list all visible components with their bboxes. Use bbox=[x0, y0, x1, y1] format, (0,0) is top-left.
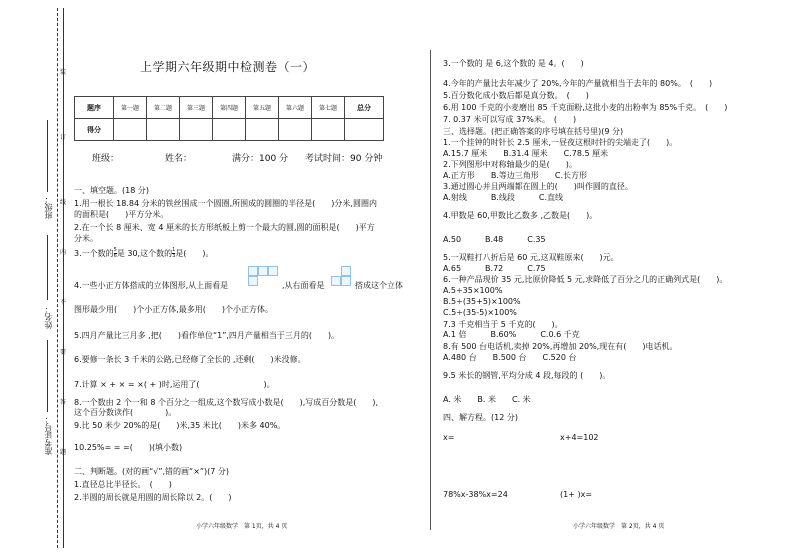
choice-8-options: A.480 台 B.500 台 C.520 台 bbox=[443, 353, 577, 362]
margin-class-label: 班级： bbox=[44, 195, 53, 219]
score-header-cell: 第三题 bbox=[180, 97, 213, 119]
judge-2: 2.半圆的周长就是用圆的周长除以 2。( ) bbox=[74, 493, 232, 502]
judge-1: 1.直径总比半径长。 ( ) bbox=[74, 480, 172, 489]
score-cell[interactable] bbox=[213, 119, 246, 141]
cut-mark: 线 bbox=[60, 199, 67, 206]
choice-6: 6.一种产品现价 35 元,比原价降低 5 元,求降低了百分之几的正确列式是( )。 bbox=[443, 275, 728, 284]
question-7: 7.计算 × + × = ×( + )时,运用了( )。 bbox=[74, 380, 275, 389]
score-row-label: 得分 bbox=[75, 119, 114, 141]
choice-5-options: A.65 B.72 C.75 bbox=[443, 264, 546, 273]
cut-mark: 订 bbox=[60, 134, 67, 141]
page-footer-1: 小学六年级数学 第 1页，共 4 页 bbox=[196, 523, 288, 530]
info-name: 姓名： bbox=[165, 154, 193, 164]
column-separator bbox=[430, 50, 431, 530]
question-5: 5.四月产量比三月多 ,把( )看作单位“1”,四月产量相当于三月的( )。 bbox=[74, 331, 340, 340]
binding-solid-line bbox=[63, 8, 64, 548]
fraction-numerator: 5 bbox=[113, 247, 117, 253]
question-2a: 2.在一个长 8 厘米、宽 4 厘米的长方形纸板上剪一个最大的圆,圆的面积是( )平方 bbox=[74, 223, 375, 232]
judge-3: 3.一个数的 是 6,这个数的 是 4。( ) bbox=[443, 59, 584, 68]
score-header-cell: 第二题 bbox=[147, 97, 180, 119]
score-table bbox=[74, 96, 384, 141]
choice-6-option-c: C.5÷(35-5)×100% bbox=[443, 308, 517, 317]
cut-mark: 内 bbox=[60, 249, 67, 256]
score-row bbox=[75, 119, 384, 141]
fraction-numerator: 1 bbox=[172, 247, 176, 253]
judge-6: 6.用 100 千克的小麦磨出 85 千克面粉,这批小麦的出粉率为 85%千克。 ( ) bbox=[443, 103, 728, 112]
info-full-score: 满分：100 分 bbox=[232, 154, 289, 164]
choice-3: 3.通过圆心并且两端都在圆上的( )叫作圆的直径。 bbox=[443, 182, 633, 191]
cut-mark: 装 bbox=[60, 69, 67, 76]
choice-5: 5.一双鞋打八折后是 60 元,这双鞋原来( )元。 bbox=[443, 253, 619, 262]
choice-3-options: A.射线 B.线段 C.直线 bbox=[443, 193, 564, 202]
cube-square bbox=[331, 276, 341, 286]
q3-text-c: 是( )。 bbox=[175, 249, 214, 258]
choice-2: 2.下列图形中对称轴最少的是( )。 bbox=[443, 160, 577, 169]
score-header-cell: 第四题 bbox=[213, 97, 246, 119]
score-cell[interactable] bbox=[279, 119, 312, 141]
choice-9: 9.5 米长的钢管,平均分成 4 段,每段的 ( )。 bbox=[443, 371, 611, 380]
question-1a: 1.用一根长 18.84 分米的铁丝围成一个圆圈,所围成的圆圈的半径是( )分米,圆圈内 bbox=[74, 199, 377, 208]
question-6: 6.要修一条长 3 千米的公路,已经修了全长的 ,还剩( )米没修。 bbox=[74, 355, 306, 364]
score-cell[interactable] bbox=[246, 119, 279, 141]
q4-text-mid: ,从右面看是 bbox=[282, 281, 325, 290]
choice-7-options: A.1 倍 B.60% C.0.6 千克 bbox=[443, 330, 580, 339]
exam-title: 上学期六年级期中检测卷（一） bbox=[140, 60, 316, 74]
question-4b: 图形最少用( )个小正方体,最多用( )个小正方体。 bbox=[74, 305, 274, 314]
cut-mark: 题 bbox=[60, 449, 67, 456]
score-header-cell: 题序 bbox=[75, 97, 114, 119]
binding-dashed-line bbox=[57, 8, 58, 548]
equation-1: x= bbox=[443, 433, 455, 442]
q3-text-b: 是 30,这个数的 bbox=[116, 249, 173, 258]
margin-name-label: 姓名： bbox=[44, 305, 53, 329]
question-4a bbox=[74, 281, 228, 291]
score-header-cell: 第六题 bbox=[279, 97, 312, 119]
equation-3: 78%x-38%x=24 bbox=[443, 490, 508, 499]
judge-4: 4.今年的产量比去年减少了 20%,今年的产量就相当于去年的 80%。 ( ) bbox=[443, 79, 713, 88]
section-equations: 四、解方程。(12 分) bbox=[443, 413, 518, 422]
score-header-cell: 总分 bbox=[345, 97, 384, 119]
score-cell[interactable] bbox=[147, 119, 180, 141]
margin-name-blank bbox=[47, 235, 48, 300]
equation-2: x+4=102 bbox=[560, 433, 599, 442]
judge-7: 7. 0.37 米可以写成 37%米。 ( ) bbox=[443, 115, 577, 124]
fraction-denominator: 3 bbox=[172, 253, 176, 259]
choice-1: 1.一个挂钟的时针长 2.5 厘米,一昼夜这根时针的尖端走了( )。 bbox=[443, 138, 678, 147]
cut-mark: 要 bbox=[60, 349, 67, 356]
cube-square bbox=[268, 266, 278, 276]
cube-square bbox=[341, 276, 351, 286]
section-fill-blank: 一、填空题。(18 分) bbox=[74, 186, 149, 195]
score-cell[interactable] bbox=[180, 119, 213, 141]
cube-square bbox=[248, 276, 258, 286]
choice-7: 7.3 千克相当于 5 千克的( )。 bbox=[443, 320, 563, 329]
q4-text-a: 4.一些小正方体搭成的立体图形,从上面看是 bbox=[74, 281, 229, 290]
question-3 bbox=[74, 248, 214, 259]
choice-8: 8.有 500 台电话机,卖掉 20%,再增加 20%,现在有( )电话机。 bbox=[443, 342, 678, 351]
question-10: 10.25%= = =( )(填小数) bbox=[74, 443, 183, 452]
question-2b: 分米。 bbox=[74, 234, 98, 243]
choice-6-option-a: A.5÷35×100% bbox=[443, 286, 503, 295]
section-choice: 三、选择题。(把正确答案的序号填在括号里)(9 分) bbox=[443, 127, 624, 136]
margin-ticket-blank bbox=[47, 340, 48, 412]
cube-square bbox=[248, 266, 258, 276]
choice-1-options: A.15.7 厘米 B.31.4 厘米 C.78.5 厘米 bbox=[443, 149, 609, 158]
question-8b: 这个百分数读作( )。 bbox=[74, 408, 177, 417]
margin-class-blank bbox=[47, 120, 48, 192]
score-header-row bbox=[75, 97, 384, 119]
choice-4: 4.甲数是 60,甲数比乙数多 ,乙数是( )。 bbox=[443, 211, 598, 220]
info-time: 考试时间：90 分钟 bbox=[305, 154, 383, 164]
cube-square bbox=[258, 266, 268, 276]
score-header-cell: 第一题 bbox=[114, 97, 147, 119]
cut-mark: 不 bbox=[60, 299, 67, 306]
question-8a: 8.一个数由 2 个一和 8 个百分之一组成,这个数写成小数是( ),写成百分数是( ), bbox=[74, 398, 379, 407]
equation-4: (1+ )x= bbox=[560, 490, 593, 499]
choice-9-options: A. 米 B. 米 C. 米 bbox=[443, 395, 531, 404]
margin-ticket-label: 准考证号： bbox=[44, 415, 53, 455]
question-1b: 的面积是( )平方分米。 bbox=[74, 210, 169, 219]
cube-square bbox=[341, 266, 351, 276]
judge-5: 5.百分数化成小数后都是真分数。 ( ) bbox=[443, 91, 589, 100]
fraction-denominator: 6 bbox=[113, 253, 117, 259]
page-footer-2: 小学六年级数学 第 2页，共 4 页 bbox=[573, 523, 665, 530]
q4-text-post: 搭成这个立体 bbox=[355, 281, 403, 290]
choice-4-options: A.50 B.48 C.35 bbox=[443, 235, 546, 244]
section-true-false: 二、判断题。(对的画“√”,错的画“×”)(7 分) bbox=[74, 467, 230, 476]
q3-text-a: 3.一个数的 bbox=[74, 249, 114, 258]
score-cell[interactable] bbox=[345, 119, 384, 141]
score-header-cell: 第七题 bbox=[312, 97, 345, 119]
choice-2-options: A.正方形 B.等边三角形 C.长方形 bbox=[443, 171, 588, 180]
score-header-cell: 第五题 bbox=[246, 97, 279, 119]
score-cell[interactable] bbox=[114, 119, 147, 141]
choice-6-option-b: B.5÷(35+5)×100% bbox=[443, 297, 521, 306]
question-9: 9.比 50 米少 20%的是( )米,35 米比( )米多 40%。 bbox=[74, 421, 286, 430]
cut-mark: 答 bbox=[60, 399, 67, 406]
info-class: 班级： bbox=[92, 154, 120, 164]
score-cell[interactable] bbox=[312, 119, 345, 141]
